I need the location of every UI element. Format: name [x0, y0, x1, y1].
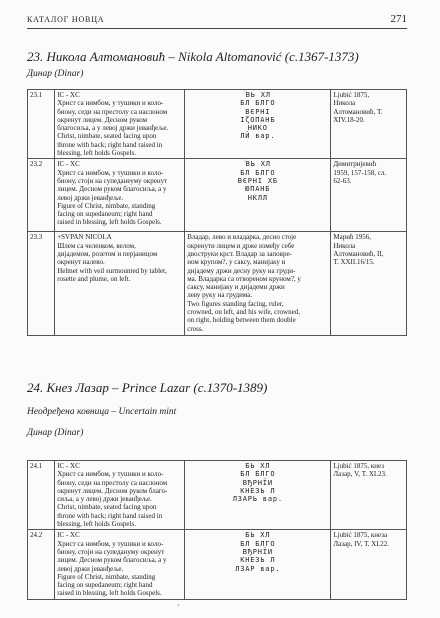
text-line: Алтомановић, II, [333, 249, 384, 258]
text-line: леву руку на грудима. [187, 291, 253, 300]
reverse-legend [185, 530, 331, 600]
section-24-title: 24. Кнез Лазар – Prince Lazar (c.1370-1389) [27, 380, 268, 395]
text-line: Christ, nimbate, seated facing upon [57, 503, 157, 512]
text-line: Владар, лево и владарка, десно стоје [187, 233, 297, 242]
text-line: IC - XC [57, 531, 80, 540]
text-line: ВЄРНІ [245, 107, 271, 116]
text-line: ВЄРНІ ХБ [237, 176, 278, 185]
text-line: rosette and plume, on left. [57, 274, 131, 283]
text-line: Лазар, V, Т. XI.23. [333, 470, 387, 479]
text-line: окренути лицем и држе између себе [187, 241, 295, 250]
text-line: IC - XC [57, 160, 80, 169]
text-line: НИКО [247, 124, 268, 133]
row-number: 24.2 [28, 530, 55, 600]
reverse-legend [185, 159, 331, 232]
row-number: 24.1 [28, 461, 55, 530]
text-line: Димитријевић [333, 160, 377, 169]
text-line: Никола [333, 99, 356, 108]
text-line: Христ са нимбом, у тушики и коло- [57, 168, 164, 177]
text-line: Никола [333, 241, 356, 250]
text-line: БЛ БЛГО [240, 539, 276, 548]
text-line: ЮПАНБ [245, 185, 271, 194]
page-speck: · [177, 601, 180, 610]
text-line: ЛЙ вар. [240, 132, 276, 141]
text-line: Ljubić 1875, кнез [333, 462, 385, 470]
text-line: Ljubić 1875, кнеза [333, 531, 388, 540]
text-line: лицем. Десном руком благосиља, а у [57, 185, 167, 194]
text-line: Шлем са челенком, велом, [57, 241, 136, 250]
text-line: Лазар, IV, Т. XI.22. [333, 539, 390, 548]
text-line: окренут лицем. Десном руком благо- [57, 486, 168, 495]
text-line: blessing, left holds Gospels. [57, 149, 136, 158]
text-line: throne with back; right hand raised in [57, 511, 163, 520]
text-line: Марић 1956, [333, 233, 371, 242]
text-line: IC - XC [57, 91, 80, 99]
reference [331, 90, 407, 159]
obverse-description [55, 461, 185, 530]
obverse-description [55, 232, 185, 336]
row-number: 23.2 [28, 159, 55, 232]
text-line: on right, holding between them double [187, 316, 296, 325]
text-line: БЛ БЛГО [240, 470, 276, 479]
reference [331, 461, 407, 530]
text-line: Алтомановић, Т. [333, 107, 383, 116]
text-line: благосиља, а у левој држи јеванђеље. [57, 124, 169, 133]
text-line: БЛ БЛГО [240, 168, 276, 177]
header-rule [27, 28, 407, 29]
text-line: Христ са нимбом, у тушики и коло- [57, 539, 164, 548]
text-line: НКЛЛ [247, 193, 268, 202]
text-line: дијадемом, розетом и перјаницом [57, 249, 158, 258]
section-24-denomination: Динар (Dinar) [27, 428, 84, 438]
row-number: 23.3 [28, 232, 55, 336]
text-line: ма. Владарка са отвореном круном?, у [187, 274, 301, 283]
text-line: cross. [187, 324, 204, 333]
reverse-legend [185, 90, 331, 159]
text-line: лицем. Десном руком благосиља, а у [57, 556, 167, 565]
text-line: левој држи јеванђеље. [57, 193, 124, 202]
reference [331, 232, 407, 336]
table-row [28, 159, 407, 232]
text-line: Figure of Christ, nimbate, standing [57, 201, 156, 210]
text-line: КНЕЗЬ Л [240, 556, 276, 565]
reference [331, 530, 407, 600]
text-line: БЬ ХЛ [245, 462, 271, 470]
text-line: +SVPAN NICOLA [57, 233, 112, 242]
text-line: окренут налево. [57, 258, 105, 267]
text-line: саксу, манијаку и дијадеми држи [187, 283, 285, 292]
text-line: raised in blessing, left holds Gospels. [57, 218, 162, 227]
text-line: ꙶВЬ ХЛ [244, 160, 271, 169]
row-number: 23.1 [28, 90, 55, 159]
section-23-catalog-table [27, 89, 407, 336]
text-line: Christ, nimbate, seated facing upon [57, 132, 157, 141]
text-line: Т. XXII.16/15. [333, 258, 375, 267]
obverse-description [55, 159, 185, 232]
text-line: throne with back; right hand raised in [57, 140, 163, 149]
section-24-catalog-table [27, 460, 407, 600]
text-line: raised in blessing, left holds Gospels. [57, 589, 162, 598]
text-line: Two figures standing facing, ruler, [187, 299, 284, 308]
text-line: КНЕЗЬ Л [240, 486, 276, 495]
text-line: БЛ БЛГО [240, 99, 276, 108]
table-row [28, 461, 407, 530]
table-row [28, 90, 407, 159]
text-line: биону, седи на престолу са наслоном [57, 107, 168, 116]
text-line: дијадему држи десну руку на груди- [187, 266, 296, 275]
text-line: ВЂРНЇИ [242, 478, 273, 487]
text-line: биону, стоји на супедануму окренут [57, 547, 165, 556]
reverse-legend [185, 461, 331, 530]
table-row [28, 232, 407, 336]
text-line: ЛЗАРЬ вар. [232, 495, 283, 504]
text-line: ном крупом?, у саксу, манијаку и [187, 258, 286, 267]
reverse-description [185, 232, 331, 336]
text-line: IC - XC [57, 462, 80, 470]
text-line: Figure of Christ, nimbate, standing [57, 572, 156, 581]
text-line: facing on supedaneum; right hand [57, 210, 153, 219]
text-line: ꙶВЬ ХЛ [244, 91, 271, 99]
text-line: биону, стоји на супеданеуму окренут [57, 176, 168, 185]
text-line: двоструки крст. Владар за заповре- [187, 249, 292, 258]
text-line: окренут лицем. Десном руком [57, 115, 148, 124]
obverse-description [55, 90, 185, 159]
section-24-mint: Неодређена ковница – Uncertain mint [27, 407, 177, 417]
text-line: Helmet with veil surmounted by tablet, [57, 266, 167, 275]
text-line: Христ са нимбом, у тушики и коло- [57, 99, 164, 108]
text-line: blessing, left holds Gospels. [57, 520, 136, 529]
text-line: crowned, on left, and his wife, crowned, [187, 308, 300, 317]
text-line: биону, седи на престолу са наслоном [57, 478, 168, 487]
page-number: 271 [390, 13, 407, 25]
text-line: 1959, 157-158, сл. [333, 168, 387, 177]
running-header [27, 15, 407, 29]
text-line: XIV.18-20. [333, 115, 365, 124]
text-line: ЛЗАР вар. [235, 564, 281, 573]
section-23-title: 23. Никола Алтомановић – Nikola Altomanović (c.1367-1373) [27, 49, 359, 64]
obverse-description [55, 530, 185, 600]
section-23-denomination: Динар (Dinar) [27, 69, 84, 79]
text-line: сиља, а у левој држи јеванђеље. [57, 495, 152, 504]
text-line: левој држи јеванђеље. [57, 564, 124, 573]
text-line: facing on supedaneum; right hand [57, 581, 153, 590]
text-line: ІζОПАНБ [240, 115, 276, 124]
text-line: 62-63. [333, 176, 352, 185]
table-row [28, 530, 407, 600]
text-line: Ljubić 1875, [333, 91, 370, 99]
reference [331, 159, 407, 232]
text-line: Христ са нимбом, у тушики и коло- [57, 470, 164, 479]
text-line: ВЂРНЇИ [242, 547, 273, 556]
text-line: БЬ ХЛ [245, 531, 271, 540]
running-title: КАТАЛОГ НОВЦА [27, 15, 105, 24]
